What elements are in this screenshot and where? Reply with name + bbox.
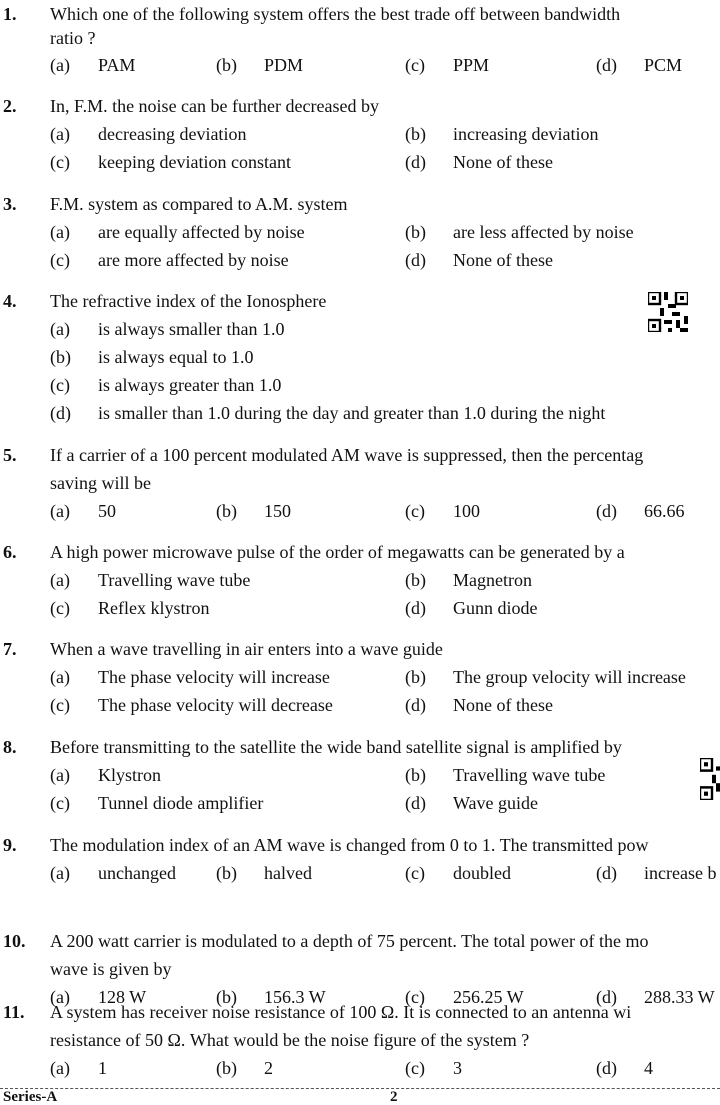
option-text: PCM — [644, 55, 683, 75]
option-d — [405, 148, 553, 176]
option-text: 288.33 W — [644, 987, 715, 1007]
option-d — [596, 859, 716, 887]
option-label: (b) — [405, 222, 426, 242]
question-text-line: wave is given by — [50, 959, 172, 979]
option-label: (d) — [596, 501, 617, 521]
option-label: (a) — [50, 863, 70, 883]
option-text: PDM — [264, 55, 304, 75]
option-a — [50, 51, 135, 79]
option-label: (b) — [216, 55, 237, 75]
option-a — [50, 1054, 107, 1082]
option-text: 256.25 W — [453, 987, 524, 1007]
option-text: are less affected by noise — [453, 222, 634, 242]
option-c — [50, 789, 263, 817]
option-label: (c) — [405, 501, 425, 521]
option-c — [405, 859, 511, 887]
option-text: increase b — [644, 863, 717, 883]
option-b — [50, 343, 253, 371]
option-c — [405, 1054, 462, 1082]
question-text-line: When a wave travelling in air enters into a wave guide — [50, 639, 443, 659]
option-text: unchanged — [98, 863, 176, 883]
option-text: 128 W — [98, 987, 147, 1007]
option-label: (b) — [50, 347, 71, 367]
option-c — [50, 371, 281, 399]
question-text-line: The refractive index of the Ionosphere — [50, 291, 327, 311]
option-d — [50, 399, 605, 427]
option-c — [405, 51, 489, 79]
question-text-line: A 200 watt carrier is modulated to a depth of 75 percent. The total power of the mo — [50, 931, 649, 951]
option-a — [50, 761, 161, 789]
option-text: 100 — [453, 501, 480, 521]
option-text: 156.3 W — [264, 987, 326, 1007]
option-text: is always greater than 1.0 — [98, 375, 282, 395]
option-d — [596, 51, 682, 79]
option-text: Tunnel diode amplifier — [98, 793, 264, 813]
option-label: (c) — [405, 1058, 425, 1078]
option-label: (b) — [216, 1058, 237, 1078]
option-a — [50, 218, 305, 246]
option-d — [596, 1054, 653, 1082]
question-number: 11. — [3, 1002, 25, 1022]
option-b — [405, 663, 686, 691]
option-label: (a) — [50, 124, 70, 144]
option-text: 3 — [453, 1058, 462, 1078]
option-text: PAM — [98, 55, 136, 75]
option-text: are equally affected by noise — [98, 222, 305, 242]
option-text: 50 — [98, 501, 116, 521]
question-text-line: The modulation index of an AM wave is changed from 0 to 1. The transmitted pow — [50, 835, 649, 855]
option-c — [50, 148, 291, 176]
question-text-line: saving will be — [50, 473, 151, 493]
option-c — [50, 691, 333, 719]
question-number: 1. — [3, 4, 17, 24]
option-b — [405, 566, 532, 594]
question-text-line: If a carrier of a 100 percent modulated AM wave is suppressed, then the percentag — [50, 445, 644, 465]
option-text: keeping deviation constant — [98, 152, 291, 172]
option-label: (d) — [596, 55, 617, 75]
option-label: (b) — [405, 765, 426, 785]
option-text: The phase velocity will decrease — [98, 695, 333, 715]
question-number: 6. — [3, 542, 17, 562]
option-label: (b) — [216, 863, 237, 883]
option-text: 150 — [264, 501, 291, 521]
option-label: (d) — [405, 152, 426, 172]
option-label: (d) — [596, 1058, 617, 1078]
option-label: (d) — [405, 695, 426, 715]
option-label: (c) — [50, 695, 70, 715]
option-label: (d) — [405, 793, 426, 813]
question-text-line: resistance of 50 Ω. What would be the noise figure of the system ? — [50, 1030, 530, 1050]
question-text-line: F.M. system as compared to A.M. system — [50, 194, 348, 214]
option-b — [216, 497, 291, 525]
option-label: (a) — [50, 501, 70, 521]
question-number: 3. — [3, 194, 17, 214]
option-text: None of these — [453, 695, 553, 715]
option-label: (c) — [405, 55, 425, 75]
series-label: Series-A — [3, 1089, 58, 1105]
option-label: (c) — [50, 793, 70, 813]
option-text: 4 — [644, 1058, 653, 1078]
option-b — [405, 761, 605, 789]
option-text: halved — [264, 863, 312, 883]
footer-divider — [0, 1088, 720, 1089]
option-text: The phase velocity will increase — [98, 667, 330, 687]
option-b — [405, 120, 598, 148]
option-a — [50, 497, 116, 525]
option-text: Reflex klystron — [98, 598, 210, 618]
option-label: (a) — [50, 319, 70, 339]
option-label: (d) — [405, 598, 426, 618]
option-text: Magnetron — [453, 570, 532, 590]
option-label: (c) — [50, 598, 70, 618]
option-text: 1 — [98, 1058, 107, 1078]
option-text: doubled — [453, 863, 511, 883]
question-text-line: A high power microwave pulse of the order of megawatts can be generated by a — [50, 542, 625, 562]
option-label: (a) — [50, 1058, 70, 1078]
option-text: PPM — [453, 55, 490, 75]
option-text: 2 — [264, 1058, 273, 1078]
option-b — [216, 1054, 273, 1082]
option-text: are more affected by noise — [98, 250, 289, 270]
option-label: (a) — [50, 765, 70, 785]
question-number: 7. — [3, 639, 17, 659]
option-label: (c) — [50, 250, 70, 270]
option-label: (a) — [50, 987, 70, 1007]
option-text: None of these — [453, 250, 553, 270]
option-label: (b) — [405, 667, 426, 687]
option-label: (d) — [596, 863, 617, 883]
option-text: The group velocity will increase — [453, 667, 686, 687]
option-label: (a) — [50, 55, 70, 75]
option-text: is always equal to 1.0 — [98, 347, 254, 367]
option-a — [50, 859, 176, 887]
option-c — [50, 246, 289, 274]
option-label: (b) — [216, 501, 237, 521]
option-label: (d) — [405, 250, 426, 270]
question-number: 10. — [3, 931, 26, 951]
option-c — [50, 594, 209, 622]
question-number: 4. — [3, 291, 17, 311]
option-label: (b) — [405, 124, 426, 144]
option-text: Klystron — [98, 765, 161, 785]
question-number: 2. — [3, 96, 17, 116]
option-text: is always smaller than 1.0 — [98, 319, 285, 339]
option-label: (c) — [50, 152, 70, 172]
option-text: is smaller than 1.0 during the day and greater than 1.0 during the night — [98, 403, 606, 423]
qr-code-icon — [648, 292, 688, 332]
question-number: 9. — [3, 835, 17, 855]
option-text: Travelling wave tube — [98, 570, 251, 590]
option-d — [405, 789, 538, 817]
option-a — [50, 566, 250, 594]
option-label: (b) — [216, 987, 237, 1007]
question-text-line: In, F.M. the noise can be further decreased by — [50, 96, 379, 116]
option-a — [50, 663, 330, 691]
option-label: (a) — [50, 570, 70, 590]
option-label: (c) — [405, 863, 425, 883]
question-text-line: ratio ? — [50, 28, 96, 48]
option-label: (a) — [50, 667, 70, 687]
question-number: 5. — [3, 445, 17, 465]
option-c — [405, 497, 480, 525]
option-d — [405, 246, 553, 274]
question-text-line: Which one of the following system offers the best trade off between bandwidth — [50, 4, 621, 24]
option-label: (c) — [405, 987, 425, 1007]
option-d — [405, 691, 553, 719]
option-d — [405, 594, 538, 622]
option-label: (a) — [50, 222, 70, 242]
option-label: (c) — [50, 375, 70, 395]
question-number: 8. — [3, 737, 17, 757]
option-text: Gunn diode — [453, 598, 538, 618]
option-label: (d) — [50, 403, 71, 423]
option-text: Wave guide — [453, 793, 539, 813]
option-text: Travelling wave tube — [453, 765, 606, 785]
option-text: 66.66 — [644, 501, 685, 521]
option-b — [216, 859, 312, 887]
question-text-line: A system has receiver noise resistance of 100 Ω. It is connected to an antenna wi — [50, 1002, 632, 1022]
option-label: (d) — [596, 987, 617, 1007]
qr-code-icon — [700, 758, 720, 800]
option-text: increasing deviation — [453, 124, 599, 144]
option-text: None of these — [453, 152, 553, 172]
option-b — [405, 218, 634, 246]
option-a — [50, 120, 246, 148]
question-text-line: Before transmitting to the satellite the wide band satellite signal is amplified by — [50, 737, 622, 757]
option-b — [216, 51, 303, 79]
option-d — [596, 497, 685, 525]
option-text: decreasing deviation — [98, 124, 247, 144]
option-label: (b) — [405, 570, 426, 590]
page-number: 2 — [390, 1089, 398, 1105]
option-a — [50, 315, 284, 343]
